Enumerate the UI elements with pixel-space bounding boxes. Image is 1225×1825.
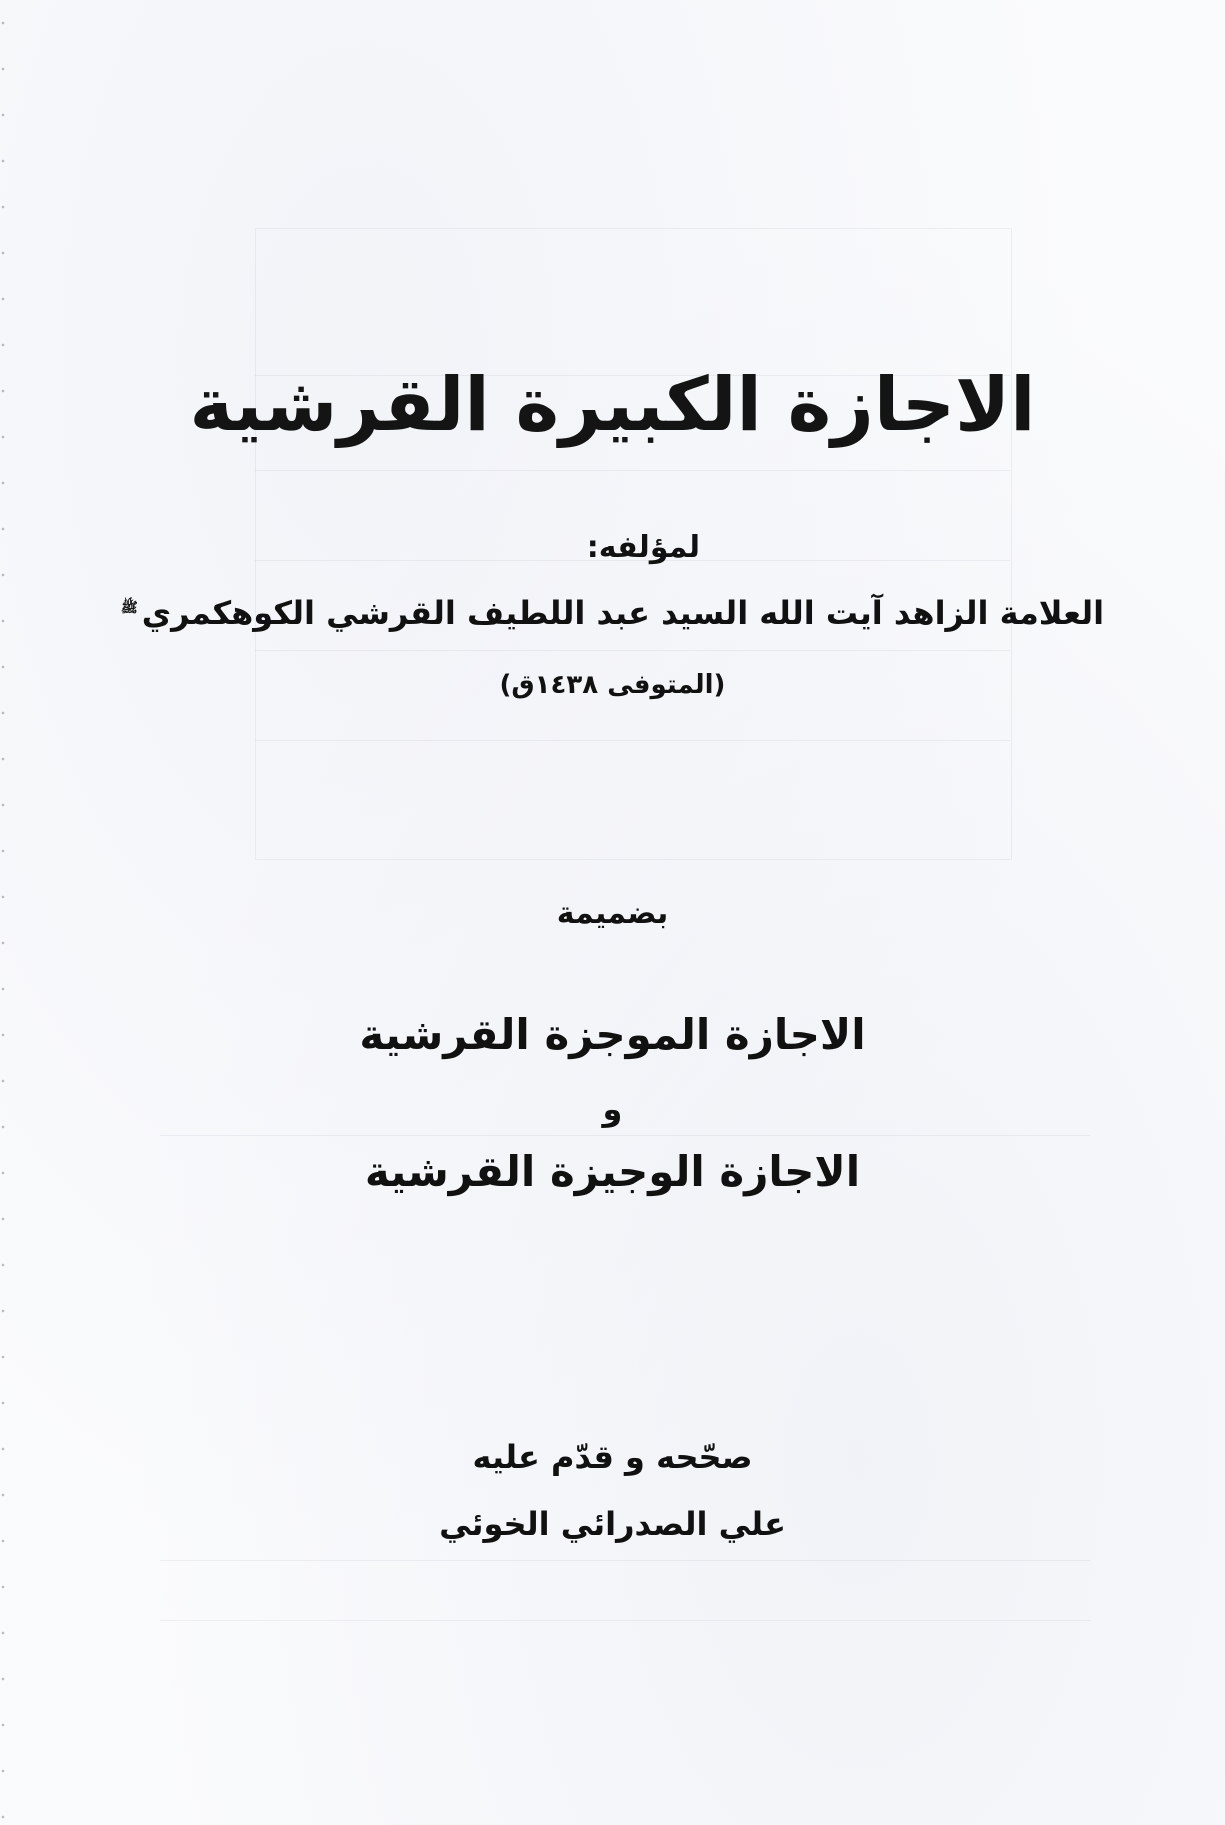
- companion-title-1: الاجازة الموجزة القرشية: [359, 1010, 866, 1059]
- bleed-through-rule: [255, 470, 1010, 471]
- supplement-label: بضميمة: [556, 896, 669, 931]
- editor-name: علي الصدرائي الخوئي: [439, 1505, 786, 1543]
- conjunction: و: [602, 1090, 623, 1128]
- author-label: لمؤلفه:: [586, 530, 700, 565]
- author-name-line: [0, 594, 1225, 632]
- bleed-through-rule: [160, 1620, 1090, 1621]
- bleed-through-rule: [255, 650, 1010, 651]
- bleed-through-rule: [160, 1135, 1090, 1136]
- author-name: العلامة الزاهد آيت الله السيد عبد اللطيف القرشي الكوهكمري: [141, 594, 1105, 632]
- death-date: (المتوفى ١٤٣٨ق): [499, 670, 726, 700]
- book-title: الاجازة الكبيرة القرشية: [189, 362, 1036, 448]
- bleed-through-rule: [160, 1560, 1090, 1561]
- companion-title-2: الاجازة الوجيزة القرشية: [364, 1147, 861, 1196]
- honorific-mark: ﷺ: [120, 600, 138, 617]
- bleed-through-rule: [255, 740, 1010, 741]
- corrected-by-label: صحّحه و قدّم عليه: [472, 1438, 753, 1476]
